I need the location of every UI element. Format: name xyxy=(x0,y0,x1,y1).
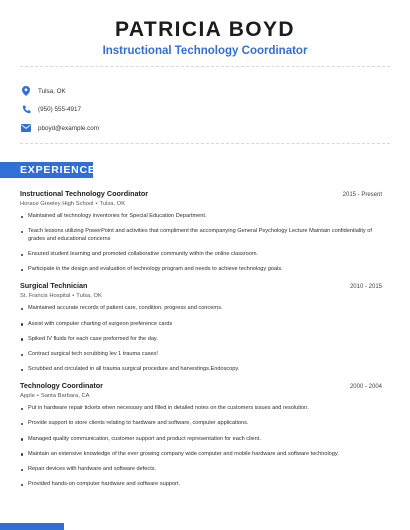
contact-list xyxy=(20,82,99,138)
employer-location: Santa Barbara, CA xyxy=(40,393,90,400)
employer-location: Tulsa, OK xyxy=(99,201,126,207)
experience-section-heading: EXPERIENCE xyxy=(0,162,93,178)
header-divider xyxy=(20,66,390,67)
contact-email xyxy=(20,119,99,137)
experience-list xyxy=(20,189,382,496)
job-entry xyxy=(20,189,382,274)
bullet-item: Maintained accurate records of patient care, condition, progress and concerns. xyxy=(20,305,382,313)
contact-phone xyxy=(20,101,99,119)
job-entry xyxy=(20,381,382,489)
employer-name: St. Francis Hospital xyxy=(20,293,71,300)
bullet-item: Provided hands-on computer hardware and software support. xyxy=(20,481,382,489)
contact-divider xyxy=(20,143,390,144)
bullet-item: Assist with computer charting of surgeon preference cards xyxy=(20,321,382,329)
bullet-item: Scrubbed and circulated in all trauma surgical procedure and harvestings.Endoscopy. xyxy=(20,366,382,374)
candidate-name: PATRICIA BOYD xyxy=(115,18,295,41)
employer-location: Tulsa, OK xyxy=(76,293,102,300)
job-role: Surgical Technician xyxy=(20,281,88,291)
job-employer: Apple • Santa Barbara, CA xyxy=(20,393,90,400)
employer-name: Apple xyxy=(20,393,35,400)
job-bullets xyxy=(20,213,382,274)
phone-icon xyxy=(20,104,32,116)
bullet-item: Managed quality communication, customer support and product representation for each client. xyxy=(20,436,382,444)
bullet-item: Put in hardware repair tickets when necessary and filled in detailed notes on the customers issues and resolution. xyxy=(20,405,382,413)
next-section-heading-bar xyxy=(0,523,64,530)
email-text: pboyd@example.com xyxy=(38,124,99,132)
bullet-item: Maintain an extensive knowledge of the ever growing company wide computer and mobile hardware and software technology. xyxy=(20,451,382,459)
bullet-item: Participate in the design and evaluation of technology program and needs to achieve technology goals. xyxy=(20,266,382,274)
job-bullets xyxy=(20,305,382,373)
job-dates: 2000 - 2004 xyxy=(349,384,382,391)
job-employer: St. Francis Hospital • Tulsa, OK xyxy=(20,293,102,300)
job-dates: 2015 - Present xyxy=(342,192,382,198)
bullet-item: Ensured student learning and promoted collaborative community within the online classroom. xyxy=(20,251,382,259)
candidate-title: Instructional Technology Coordinator xyxy=(102,45,308,57)
job-dates: 2010 - 2015 xyxy=(349,284,382,291)
bullet-item: Provide support to store clients relating to hardware and software, computer applications. xyxy=(20,420,382,428)
contact-location xyxy=(20,82,99,100)
resume-header xyxy=(0,0,410,57)
bullet-item: Maintained all technology inventories for Special Education Department. xyxy=(20,213,382,221)
job-employer: Horace Greeley High School • Tulsa, OK xyxy=(20,201,126,207)
job-bullets xyxy=(20,405,382,489)
envelope-icon xyxy=(20,122,32,134)
bullet-item: Repair devices with hardware and software defects. xyxy=(20,466,382,474)
job-role: Instructional Technology Coordinator xyxy=(20,189,149,198)
bullet-item: Spiked IV fluids for each case preformed for the day. xyxy=(20,336,382,344)
location-text: Tulsa, OK xyxy=(38,87,66,95)
job-entry xyxy=(20,281,382,373)
map-pin-icon xyxy=(20,85,32,97)
employer-name: Horace Greeley High School xyxy=(20,201,94,207)
job-role: Technology Coordinator xyxy=(20,381,103,391)
bullet-item: Contract surgical tech scrubbing lev 1 trauma cases! xyxy=(20,351,382,359)
phone-text: (950) 555-4917 xyxy=(38,106,82,113)
bullet-item: Teach lessons utilizing PowerPoint and activities that compliment the accompanying General Psychology Lecture Maintain confidentiality of grades and educational concerns xyxy=(20,228,382,243)
